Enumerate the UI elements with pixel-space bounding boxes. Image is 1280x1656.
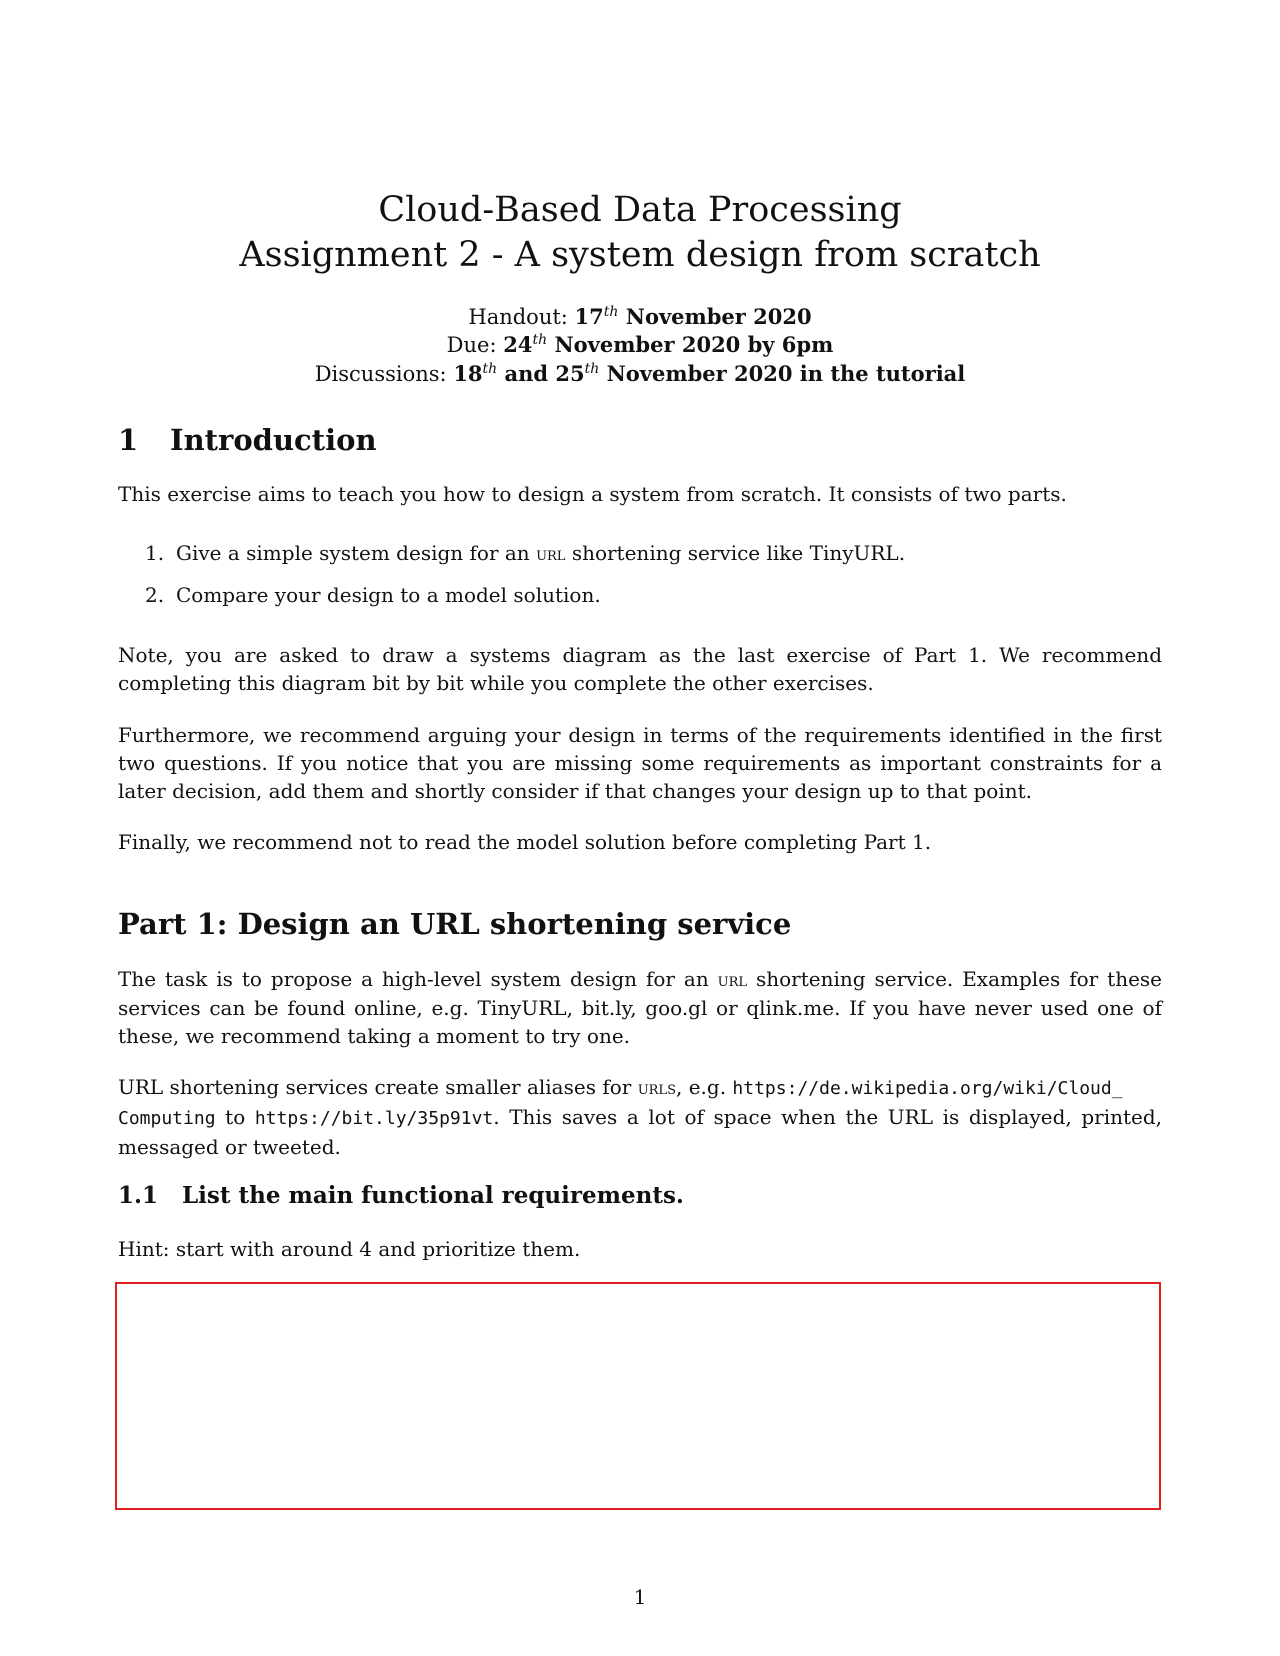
- discussion-day-2: 25: [555, 361, 585, 386]
- discussion-day-1: 18: [453, 361, 483, 386]
- list-item-number: 2.: [145, 583, 165, 607]
- list-item-text: Compare your design to a model solution.: [176, 583, 601, 607]
- part-1-heading: Part 1: Design an URL shortening service: [118, 907, 792, 941]
- subsection-number: 1.1: [118, 1182, 159, 1209]
- page-number: 1: [633, 1585, 647, 1609]
- document-title-assignment: Assignment 2 - A system design from scratch: [239, 235, 1041, 275]
- task-paragraph: [118, 965, 1162, 1050]
- task-text-pre: The task is to propose a high-level system design for an: [118, 967, 709, 991]
- small-caps-urls: urls: [637, 1077, 676, 1099]
- small-caps-url: url: [717, 969, 748, 991]
- due-day-suffix: th: [532, 332, 548, 348]
- handout-day: 17: [574, 304, 604, 329]
- hint-text: Hint: start with around 4 and prioritize them.: [118, 1237, 581, 1261]
- list-item: [145, 539, 905, 568]
- discussion-date-line: [0, 355, 1280, 388]
- due-date: November 2020 by 6pm: [554, 332, 834, 357]
- section-number: 1: [118, 423, 139, 457]
- note-paragraph: Note, you are asked to draw a systems diagram as the last exercise of Part 1. We recommend completing this diagram bit by bit while you complete the other exercises.: [118, 643, 1162, 695]
- finally-paragraph: Finally, we recommend not to read the model solution before completing Part 1.: [118, 830, 932, 854]
- intro-paragraph: This exercise aims to teach you how to design a system from scratch. It consists of two parts.: [118, 482, 1067, 506]
- example-long-url-part-1: https://de.wikipedia.org/wiki/Cloud_: [732, 1078, 1123, 1099]
- discussion-date: November 2020 in the tutorial: [606, 361, 966, 386]
- document-title-course: Cloud-Based Data Processing: [378, 190, 902, 230]
- list-item-text-post: shortening service like TinyURL.: [571, 541, 906, 565]
- handout-date: November 2020: [625, 304, 812, 329]
- small-caps-url: url: [536, 543, 566, 565]
- list-item: [145, 581, 601, 609]
- list-item-text-pre: Give a simple system design for an: [176, 541, 530, 565]
- discussion-label: Discussions:: [314, 362, 447, 386]
- subsection-heading: [118, 1181, 684, 1211]
- section-heading-introduction: [118, 422, 377, 458]
- handout-label: Handout:: [468, 305, 568, 329]
- section-title: Introduction: [170, 423, 377, 457]
- answer-box[interactable]: [115, 1282, 1161, 1510]
- due-day: 24: [503, 332, 533, 357]
- furthermore-paragraph: Furthermore, we recommend arguing your design in terms of the requirements identified in the first two questions. If you notice that you are missing some requirements as important constraints for a later decision, add them and shortly consider if that changes your design up to that point.: [118, 723, 1162, 803]
- url-text-eg: , e.g.: [675, 1075, 727, 1099]
- example-long-url-part-2: Computing: [118, 1108, 216, 1129]
- list-item-number: 1.: [145, 541, 165, 565]
- due-label: Due:: [446, 333, 497, 357]
- subsection-title: List the main functional requirements.: [182, 1182, 684, 1209]
- example-short-url: https://bit.ly/35p91vt: [254, 1108, 494, 1129]
- task-text-post: shortening service. Examples for these services can be found online, e.g. TinyURL, bit.ly, goo.gl or qlink.me. If you have never used one of these, we recommend taking a moment to try one.: [118, 967, 1163, 1048]
- discussion-day-1-suffix: th: [482, 361, 498, 377]
- url-example-paragraph: [118, 1073, 1162, 1161]
- url-text-pre: URL shortening services create smaller aliases for: [118, 1075, 632, 1099]
- handout-day-suffix: th: [603, 304, 619, 320]
- discussion-and: and: [504, 361, 549, 386]
- url-text-post: . This saves a lot of space when the URL is displayed, printed, messaged or tweeted.: [118, 1105, 1163, 1159]
- discussion-day-2-suffix: th: [584, 361, 600, 377]
- url-text-to: to: [225, 1105, 246, 1129]
